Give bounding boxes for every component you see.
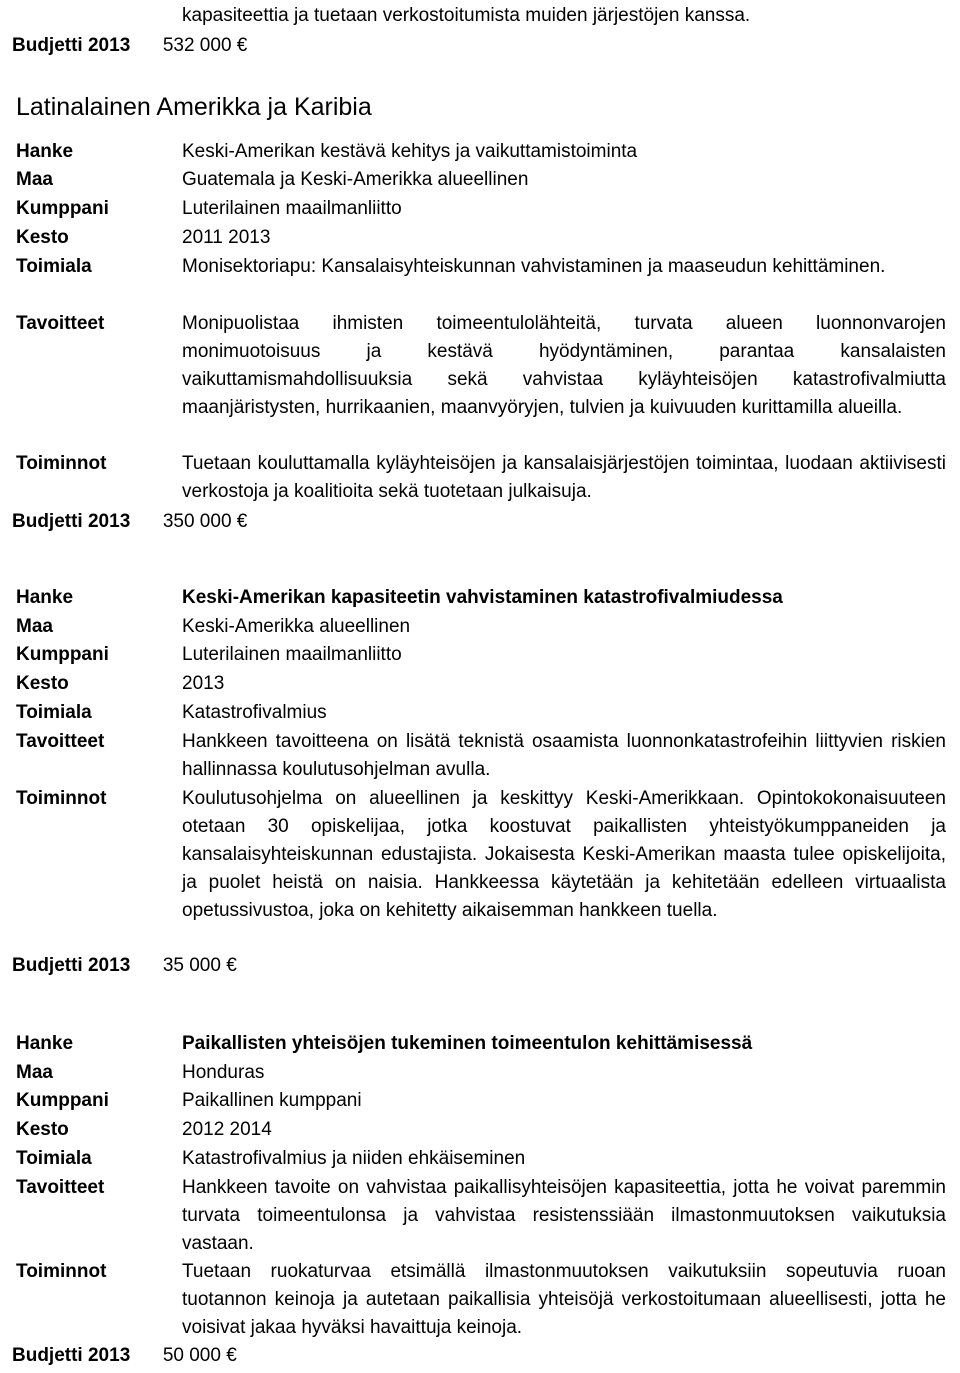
tavoitteet-label: Tavoitteet <box>16 313 105 334</box>
project-3-tavoitteet-row <box>16 1174 946 1258</box>
project-2-maa: Keski-Amerikka alueellinen <box>182 616 411 637</box>
section-title: Latinalainen Amerikka ja Karibia <box>16 93 372 121</box>
project-1-toiminnot: Tuetaan kouluttamalla kyläyhteisöjen ja kansalaisjärjestöjen toimintaa, luodaan aktiivisesti verkostoja ja koalitioita sekä tuotetaan julkaisuja. <box>182 453 946 502</box>
project-3-kumppani-row <box>16 1087 946 1115</box>
intro-continuation-text: kapasiteettia ja tuetaan verkostoitumista muiden järjestöjen kanssa. <box>182 5 751 26</box>
project-2-toimiala-row <box>16 699 946 727</box>
kumppani-label: Kumppani <box>16 198 109 219</box>
kesto-label: Kesto <box>16 673 69 694</box>
maa-label: Maa <box>16 169 53 190</box>
project-3-budget <box>12 1342 237 1370</box>
project-3-hanke: Paikallisten yhteisöjen tukeminen toimeentulon kehittämisessä <box>182 1033 753 1054</box>
tavoitteet-label: Tavoitteet <box>16 731 105 752</box>
toimiala-label: Toimiala <box>16 1148 92 1169</box>
project-3-hanke-row <box>16 1030 946 1058</box>
project-3-toiminnot-row <box>16 1258 946 1342</box>
project-1-tavoitteet: Monipuolistaa ihmisten toimeentulolähteitä, turvata alueen luonnonvarojen monimuotoisuus ja kestävä hyödyntäminen, parantaa kansalaisten vaikuttamismahdollisuuksia sekä vahvistaa kyläyhteisöjen katastrofivalmiutta maanjäristysten, hurrikaanien, maanvyöryjen, tulvien ja kuivuuden kurittamilla alueilla. <box>182 313 946 418</box>
project-2-hanke: Keski-Amerikan kapasiteetin vahvistaminen katastrofivalmiudessa <box>182 587 783 608</box>
project-1-kumppani: Luterilainen maailmanliitto <box>182 198 402 219</box>
toimiala-label: Toimiala <box>16 702 92 723</box>
project-1-budjetti: 350 000 € <box>162 511 248 532</box>
project-3-kesto-row <box>16 1116 946 1144</box>
budjetti-label: Budjetti 2013 <box>12 511 131 532</box>
maa-label: Maa <box>16 1062 53 1083</box>
project-1-hanke: Keski-Amerikan kestävä kehitys ja vaikuttamistoiminta <box>182 141 638 162</box>
project-1-toimiala: Monisektoriapu: Kansalaisyhteiskunnan vahvistaminen ja maaseudun kehittäminen. <box>182 256 886 277</box>
project-1-kesto-row <box>16 224 946 252</box>
toiminnot-label: Toiminnot <box>16 453 107 474</box>
intro-budget-label: Budjetti 2013 <box>12 35 131 56</box>
project-1-kesto: 2011 2013 <box>182 227 271 248</box>
kesto-label: Kesto <box>16 227 69 248</box>
project-2-maa-row <box>16 613 946 641</box>
project-1-hanke-row <box>16 138 946 166</box>
budjetti-label: Budjetti 2013 <box>12 955 131 976</box>
project-1-tavoitteet-row <box>16 310 946 450</box>
project-3-tavoitteet: Hankkeen tavoite on vahvistaa paikallisyhteisöjen kapasiteettia, jotta he voivat paremmin turvata toimeentulonsa ja vahvistaa resistenssiään ilmastonmuutoksen vaikutuksia vastaan. <box>182 1177 946 1254</box>
project-2-toiminnot-row <box>16 785 946 953</box>
project-2-kumppani-row <box>16 641 946 669</box>
project-1-maa: Guatemala ja Keski-Amerikka alueellinen <box>182 169 529 190</box>
hanke-label: Hanke <box>16 587 74 608</box>
hanke-label: Hanke <box>16 1033 74 1054</box>
project-3-toiminnot: Tuetaan ruokaturvaa etsimällä ilmastonmuutoksen vaikutuksiin sopeutuvia ruoan tuotannon keinoja ja autetaan paikallisia yhteisöjä verkostoitumaan alueellisesti, jotta he voisivat jakaa hyväksi havaittuja keinoja. <box>182 1261 946 1338</box>
project-2-tavoitteet-row <box>16 728 946 784</box>
project-2-kesto: 2013 <box>182 673 225 694</box>
project-2-toimiala: Katastrofivalmius <box>182 702 327 723</box>
project-2-budjetti: 35 000 € <box>162 955 237 976</box>
intro-budget <box>12 32 247 60</box>
toiminnot-label: Toiminnot <box>16 1261 107 1282</box>
project-2-budget <box>12 952 237 980</box>
kesto-label: Kesto <box>16 1119 69 1140</box>
budjetti-label: Budjetti 2013 <box>12 1345 131 1366</box>
project-3-maa: Honduras <box>182 1062 265 1083</box>
project-3-kesto: 2012 2014 <box>182 1119 272 1140</box>
project-1-budget <box>12 508 247 536</box>
project-2-toiminnot: Koulutusohjelma on alueellinen ja keskittyy Keski-Amerikkaan. Opintokokonaisuuteen otetaan 30 opiskelijaa, jotka koostuvat paikallisten yhteistyökumppaneiden ja kansalaisyhteiskunnan edustajista. Jokaisesta Keski-Amerikan maasta tulee opiskelijoita, ja puolet heistä on naisia. Hankkeessa käytetään ja kehitetään edelleen virtuaalista opetussivustoa, joka on kehitetty aikaisemman hankkeen tuella. <box>182 788 946 921</box>
project-1-toiminnot-row <box>16 450 946 506</box>
toimiala-label: Toimiala <box>16 256 92 277</box>
project-2-tavoitteet: Hankkeen tavoitteena on lisätä teknistä osaamista luonnonkatastrofeihin liittyvien riskien hallinnassa koulutusohjelman avulla. <box>182 731 946 780</box>
project-2-kumppani: Luterilainen maailmanliitto <box>182 644 402 665</box>
project-2-hanke-row <box>16 584 946 612</box>
tavoitteet-label: Tavoitteet <box>16 1177 105 1198</box>
kumppani-label: Kumppani <box>16 644 109 665</box>
project-3-toimiala-row <box>16 1145 946 1173</box>
project-3-kumppani: Paikallinen kumppani <box>182 1090 362 1111</box>
project-3-maa-row <box>16 1059 946 1087</box>
toiminnot-label: Toiminnot <box>16 788 107 809</box>
maa-label: Maa <box>16 616 53 637</box>
kumppani-label: Kumppani <box>16 1090 109 1111</box>
project-1-toimiala-row <box>16 253 946 309</box>
hanke-label: Hanke <box>16 141 74 162</box>
project-2-kesto-row <box>16 670 946 698</box>
project-3-toimiala: Katastrofivalmius ja niiden ehkäiseminen <box>182 1148 526 1169</box>
project-1-kumppani-row <box>16 195 946 223</box>
project-1-maa-row <box>16 166 946 194</box>
project-3-budjetti: 50 000 € <box>162 1345 237 1366</box>
intro-budget-value: 532 000 € <box>162 35 248 56</box>
